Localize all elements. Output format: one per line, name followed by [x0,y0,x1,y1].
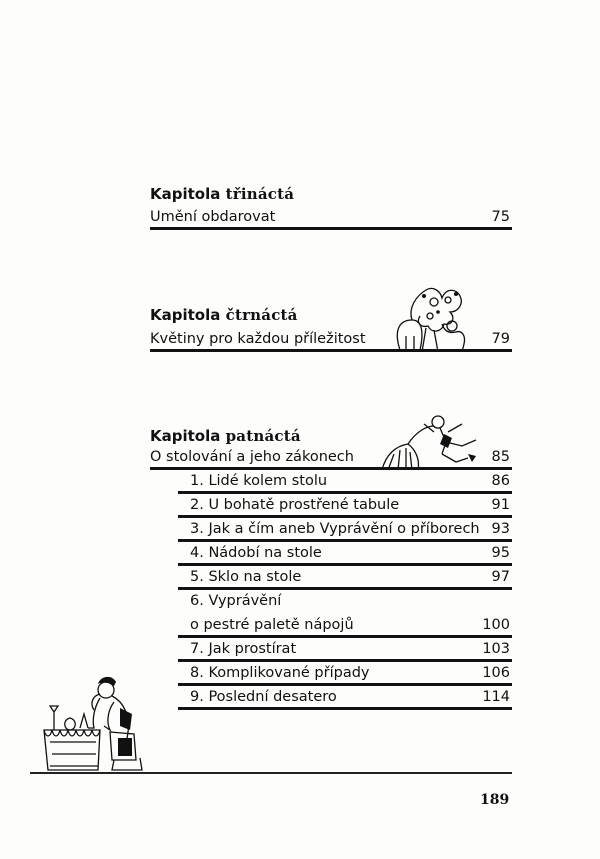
toc-entry-title: 4. Nádobí na stole [190,545,322,561]
toc-entry[interactable] [178,568,512,590]
toc-entry-page: 95 [491,545,510,561]
toc-entry-title: O stolování a jeho zákonech [150,449,354,465]
toc-entry-page: 97 [491,569,510,585]
rule [178,659,512,662]
page-number: 189 [480,792,510,808]
rule [178,635,512,638]
chapter-ordinal: třináctá [225,185,295,203]
diner-at-table-icon [40,672,152,772]
toc-entry[interactable] [178,544,512,566]
chapter-15-heading [150,427,301,445]
chapter-14-heading [150,306,298,324]
rule [178,563,512,566]
chapter-ordinal: patnáctá [225,427,301,445]
rule [178,683,512,686]
toc-entry[interactable] [178,472,512,494]
toc-entry-title: 2. U bohatě prostřené tabule [190,497,400,513]
rule [178,491,512,494]
toc-entry-title: 8. Komplikované případy [190,665,370,681]
toc-entry-page: 79 [491,331,510,347]
toc-entry-page: 100 [482,617,510,633]
rule [178,707,512,710]
toc-entry[interactable] [150,208,512,230]
toc-entry[interactable] [178,688,512,710]
toc-entry[interactable] [178,592,512,614]
chapter-13-heading [150,185,294,203]
toc-entry-page: 75 [491,209,510,225]
toc-entry-page: 86 [491,473,510,489]
chapter-word: Kapitola [150,306,221,324]
toc-entry-title: 1. Lidé kolem stolu [190,473,328,489]
rule [150,227,512,230]
chapter-word: Kapitola [150,185,221,203]
toc-entry-page: 103 [482,641,510,657]
toc-entry-title: Umění obdarovat [150,209,276,225]
chapter-ordinal: čtrnáctá [225,306,298,324]
toc-entry[interactable] [178,496,512,518]
bottom-rule [30,772,512,774]
toc-entry-page: 91 [491,497,510,513]
toc-entry-title: 3. Jak a čím aneb Vyprávění o příborech [190,521,480,537]
rule [178,539,512,542]
toc-entry-title: 6. Vyprávění [190,593,282,609]
toc-entry-title: o pestré paletě nápojů [190,617,354,633]
toc-entry[interactable] [178,640,512,662]
toc-entry-title: 9. Poslední desatero [190,689,337,705]
toc-entry-title: 5. Sklo na stole [190,569,302,585]
toc-entry[interactable] [150,330,512,352]
toc-entry-title: Květiny pro každou příležitost [150,331,366,347]
chapter-word: Kapitola [150,427,221,445]
toc-entry[interactable] [178,664,512,686]
rule [178,515,512,518]
toc-entry[interactable] [150,448,512,470]
rule [150,349,512,352]
rule [150,467,512,470]
rule [178,587,512,590]
toc-entry[interactable] [178,616,512,638]
toc-entry-page: 114 [482,689,510,705]
toc-entry-title: 7. Jak prostírat [190,641,297,657]
toc-entry-page: 106 [482,665,510,681]
toc-entry[interactable] [178,520,512,542]
toc-entry-page: 85 [491,449,510,465]
toc-entry-page: 93 [491,521,510,537]
